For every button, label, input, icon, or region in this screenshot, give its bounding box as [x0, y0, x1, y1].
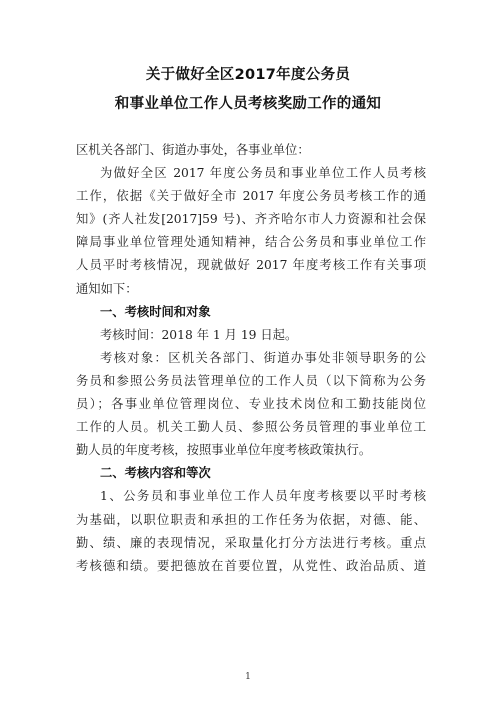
exam-object-line: 务员和参照公务员法管理单位的工作人员（以下简称为公务	[76, 373, 426, 388]
exam-object-line: 员）；各事业单位管理岗位、专业技术岗位和工勤技能岗位	[76, 397, 426, 412]
salutation: 区机关各部门、街道办事处，各事业单位：	[76, 143, 310, 157]
intro-line: 工作，依据《关于做好全市 2017 年度公务员考核工作的通	[76, 189, 426, 204]
section2-line: 勤、绩、廉的表现情况，采取量化打分方法进行考核。重点	[76, 535, 426, 550]
exam-object-line: 勤人员的年度考核，按照事业单位年度考核政策执行。	[76, 443, 372, 458]
document-title-line-1: 关于做好全区2017年度公务员	[145, 67, 351, 83]
section-heading-1: 一、考核时间和对象	[100, 304, 211, 319]
intro-line: 人员平时考核情况，现就做好 2017 年度考核工作有关事项	[76, 258, 426, 273]
intro-line: 知》(齐人社发[2017]59 号)、齐齐哈尔市人力资源和社会保	[76, 212, 426, 227]
exam-object-line: 工作的人员。机关工勤人员、参照公务员管理的事业单位工	[76, 420, 426, 435]
section-heading-2: 二、考核内容和等次	[100, 466, 211, 481]
intro-line: 通知如下：	[76, 281, 138, 296]
document-body	[76, 139, 426, 578]
section2-line: 为基础，以职位职责和承担的工作任务为依据，对德、能、	[76, 512, 426, 527]
section2-line: 1、公务员和事业单位工作人员年度考核要以平时考核	[100, 489, 426, 504]
intro-line: 为做好全区 2017 年度公务员和事业单位工作人员考核	[100, 166, 426, 181]
exam-time-line: 考核时间：2018 年 1 月 19 日起。	[100, 327, 298, 342]
section2-line: 考核德和绩。要把德放在首要位置，从党性、政治品质、道	[76, 558, 426, 573]
intro-line: 障局事业单位管理处通知精神，结合公务员和事业单位工作	[76, 235, 426, 250]
page-number: 1	[245, 672, 251, 682]
document-title-line-2: 和事业单位工作人员考核奖励工作的通知	[114, 96, 382, 112]
exam-object-line: 考核对象：区机关各部门、街道办事处非领导职务的公	[100, 350, 426, 365]
